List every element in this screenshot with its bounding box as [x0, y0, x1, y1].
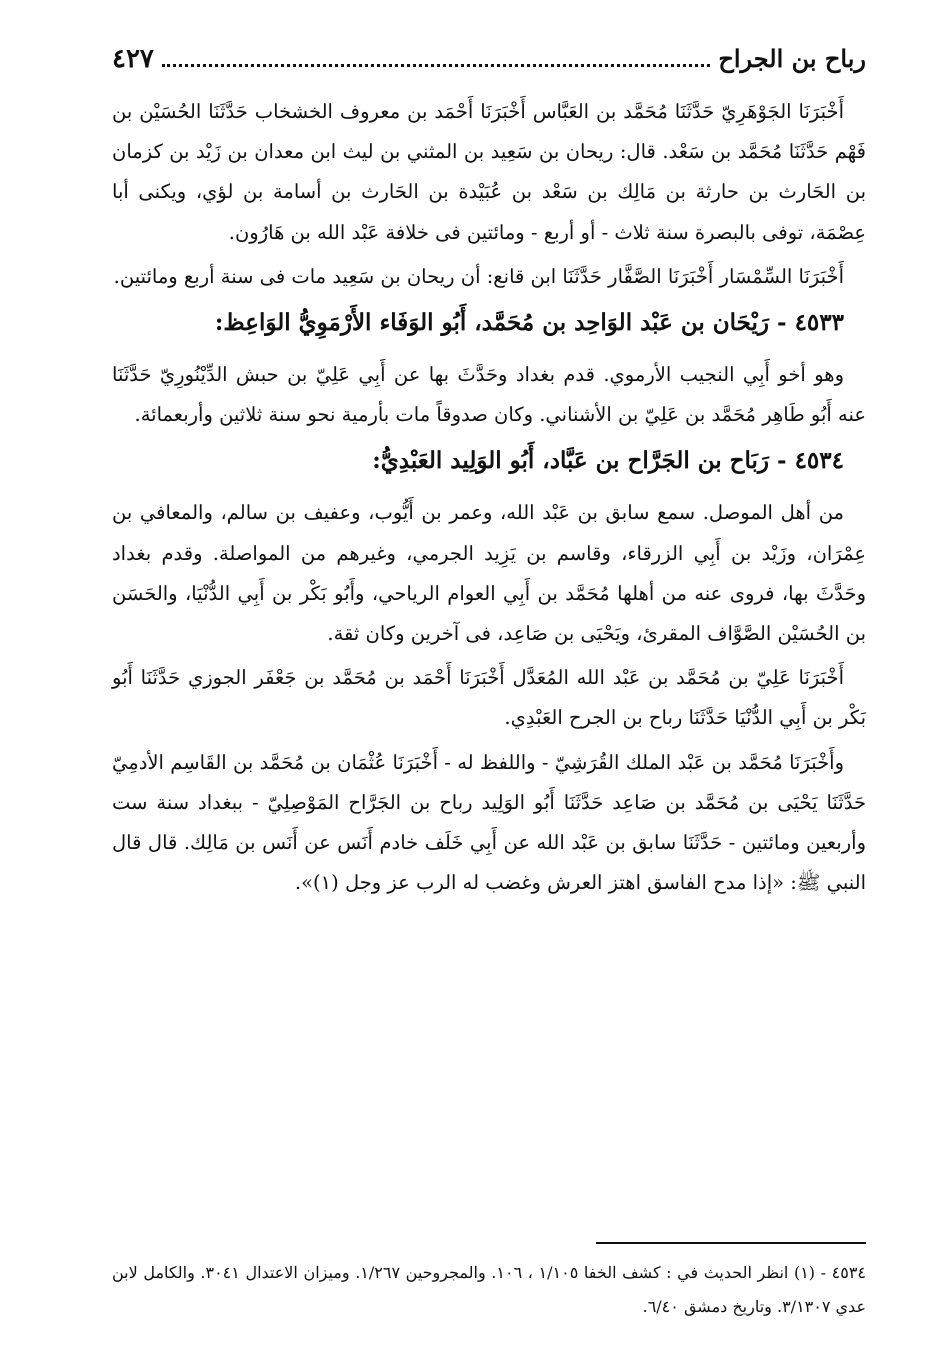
- page-header: [112, 44, 866, 88]
- paragraph: وهو أخو أَبِي النجيب الأرموي. قدم بغداد وحَدَّثَ بها عن أَبِي عَلِيّ بن حبش الدِّيْنُورِيّ حَدَّثَنَا عنه أَبُو طَاهِر مُحَمَّد بن عَلِيّ بن الأشناني. وكان صدوقاً مات بأرمية نحو سنة ثلاثين وأربعمائة.: [112, 363, 866, 427]
- footnote-separator: [596, 1242, 866, 1244]
- paragraph: وأَخْبَرَنَا مُحَمَّد بن عَبْد الملك القُرَشِيّ - واللفظ له - أَخْبَرَنَا عُثْمَان بن مُحَمَّد بن القَاسِم الأدمِيّ حَدَّثَنَا يَحْيَى بن مُحَمَّد بن صَاعِد حَدَّثَنَا أَبُو الوَلِيد رباح بن الجَرَّاح المَوْصِلِيّ - ببغداد سنة ست وأربعين ومائتين - حَدَّثَنَا سابق بن عَبْد الله عن أَبِي خَلَف خادم أَنَس عن أَنَس بن مَالِك. قال قال النبي ﷺ: «إذا مدح الفاسق اهتز العرش وغضب له الرب عز وجل (١)».: [112, 750, 866, 895]
- running-title: رباح بن الجراح: [718, 44, 866, 73]
- paragraph: أَخْبَرَنَا الجَوْهَرِيّ حَدَّثَنَا مُحَمَّد بن العَبَّاس أَخْبَرَنَا أَحْمَد بن معروف الخشخاب حَدَّثَنَا الحُسَيْن بن فَهْم حَدَّثَنَا مُحَمَّد بن سَعْد. قال: ريحان بن سَعِيد بن المثني بن ليث ابن معدان بن زَيْد بن كزمان بن الحَارث بن حارثة بن مَالِك بن سَعْد بن عُبَيْدة بن الحَارث بن أسامة بن لؤي، ويكنى أبا عِصْمَة، توفى بالبصرة سنة ثلاث - أو أربع - ومائتين فى خلافة عَبْد الله بن هَارُون.: [112, 100, 866, 244]
- paragraph: أَخْبَرَنَا السِّمْسَار أَخْبَرَنَا الصَّفَّار حَدَّثَنَا ابن قانع: أن ريحان بن سَعِيد مات فى سنة أربع ومائتين.: [113, 264, 844, 288]
- footnote: ٤٥٣٤ - (١) انظر الحديث في : كشف الخفا ١/١٠٥ ، ١٠٦. والمجروحين ١/٢٦٧. وميزان الاعتدال ٣٠٤١. والكامل لابن عدي ٣/١٣٠٧. وتاريخ دمشق ٦/٤٠.: [112, 1263, 867, 1316]
- entry-heading-4533: ٤٥٣٣ - رَيْحَان بن عَبْد الوَاحِد بن مُحَمَّد، أَبُو الوَفَاء الأَرْمَوِيُّ الوَاعِظ:: [214, 309, 844, 337]
- paragraph: من أهل الموصل. سمع سابق بن عَبْد الله، وعمر بن أَيُّوب، وعفيف بن سالم، والمعافي بن عِمْرَان، وزَيْد بن أَبِي الزرقاء، وقاسم بن يَزِيد الجرمي، وغيرهم من المواصلة. وقدم بغداد وحَدَّثَ بها، فروى عنه من أهلها مُحَمَّد بن أَبِي العوام الرياحي، وأَبُو بَكْر بن أَبِي الدُّنْيَا، والحَسَن بن الحُسَيْن الصَّوَّاف المقرئ، ويَحْيَى بن صَاعِد، فى آخرين وكان ثقة.: [112, 501, 866, 646]
- main-text: [112, 92, 866, 903]
- entry-heading-4534: ٤٥٣٤ - رَبَاح بن الجَرَّاح بن عَبَّاد، أَبُو الوَلِيد العَبْدِيُّ:: [372, 447, 844, 475]
- dotted-leader: [162, 46, 710, 67]
- page-number: ٤٢٧: [112, 44, 154, 74]
- paragraph: أَخْبَرَنَا عَلِيّ بن مُحَمَّد بن عَبْد الله المُعَدَّل أَخْبَرَنَا أَحْمَد بن مُحَمَّد بن جَعْفَر الجوزي حَدَّثَنَا أَبُو بَكْر بن أَبِي الدُّنْيَا حَدَّثَنَا رباح بن الجرح العَبْدِي.: [112, 666, 866, 730]
